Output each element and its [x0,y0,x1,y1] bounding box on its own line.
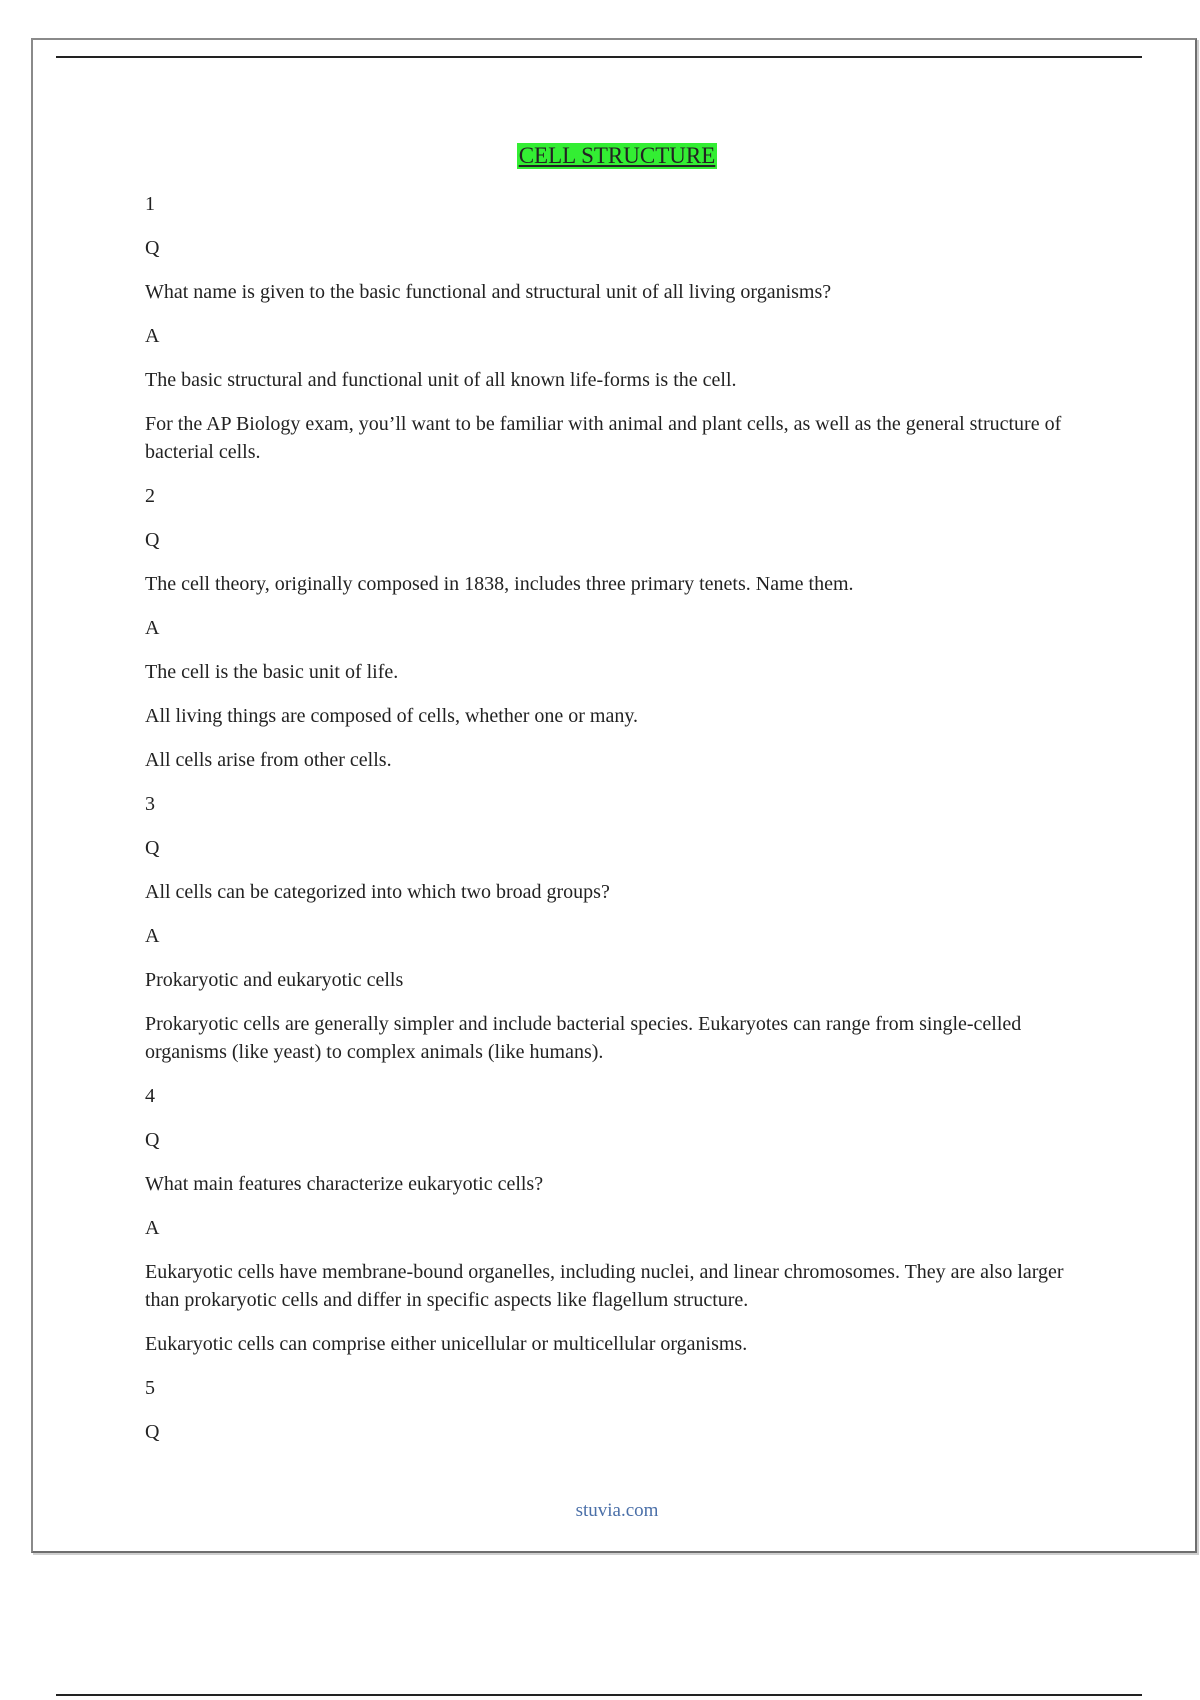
page-title: CELL STRUCTURE [518,143,716,168]
para-q-label: Q [145,837,160,859]
para-q-label: Q [145,237,160,259]
title-wrap [0,143,1200,169]
para-a-label: A [145,325,160,347]
para-answer: All cells arise from other cells. [145,749,392,771]
para-a-label: A [145,925,160,947]
para-number: 3 [145,793,155,815]
para-q-label: Q [145,1421,160,1443]
document-body [145,190,1070,1462]
para-question: What main features characterize eukaryotic cells? [145,1173,544,1195]
para-question: What name is given to the basic functional and structural unit of all living organisms? [145,281,832,303]
para-answer-note: Prokaryotic cells are generally simpler and include bacterial species. Eukaryotes can range from single-celled organisms (like yeast) to complex animals (like humans). [145,1013,1022,1063]
para-question: All cells can be categorized into which two broad groups? [145,881,610,903]
para-answer: The basic structural and functional unit of all known life-forms is the cell. [145,369,737,391]
top-rule [56,56,1142,58]
para-q-label: Q [145,529,160,551]
para-answer-note: For the AP Biology exam, you’ll want to be familiar with animal and plant cells, as well as the general structure of bacterial cells. [145,413,1062,463]
para-answer: All living things are composed of cells, whether one or many. [145,705,639,727]
para-number: 5 [145,1377,155,1399]
para-answer: The cell is the basic unit of life. [145,661,399,683]
para-answer-note: Eukaryotic cells can comprise either unicellular or multicellular organisms. [145,1333,748,1355]
para-number: 2 [145,485,155,507]
para-question: The cell theory, originally composed in 1838, includes three primary tenets. Name them. [145,573,854,595]
bottom-rule [56,1694,1142,1696]
para-answer: Prokaryotic and eukaryotic cells [145,969,404,991]
para-q-label: Q [145,1129,160,1151]
footer [0,1500,1200,1522]
para-a-label: A [145,617,160,639]
para-a-label: A [145,1217,160,1239]
para-number: 1 [145,193,155,215]
para-answer: Eukaryotic cells have membrane-bound organelles, including nuclei, and linear chromosomes. They are also larger than prokaryotic cells and differ in specific aspects like flagellum structure. [145,1261,1064,1311]
para-number: 4 [145,1085,155,1107]
footer-link[interactable]: stuvia.com [575,1500,659,1521]
